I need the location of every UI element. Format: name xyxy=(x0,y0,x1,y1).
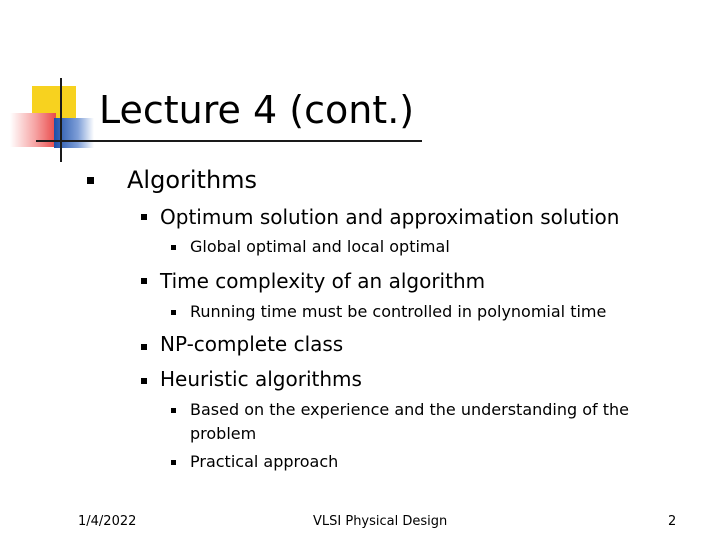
vertical-rule xyxy=(60,78,62,162)
bullet-marker xyxy=(141,378,147,384)
bullet-marker xyxy=(171,245,176,250)
bullet-marker xyxy=(141,344,147,350)
bullet-time-complexity: Time complexity of an algorithm xyxy=(160,269,486,293)
bullet-marker xyxy=(87,177,94,184)
bullet-optimum-solution: Optimum solution and approximation solution xyxy=(160,205,620,229)
bullet-running-time: Running time must be controlled in polynomial time xyxy=(190,302,607,321)
footer-course: VLSI Physical Design xyxy=(313,514,448,529)
bullet-marker xyxy=(171,408,176,413)
bullet-practical-approach: Practical approach xyxy=(190,452,339,471)
bullet-marker xyxy=(141,278,147,284)
slide-title: Lecture 4 (cont.) xyxy=(99,88,415,132)
footer-date: 1/4/2022 xyxy=(78,514,137,529)
bullet-marker xyxy=(171,310,176,315)
bullet-marker xyxy=(141,214,147,220)
bullet-marker xyxy=(171,460,176,465)
bullet-global-local-optimal: Global optimal and local optimal xyxy=(190,237,450,256)
bullet-np-complete: NP-complete class xyxy=(160,332,344,356)
bullet-experience: Based on the experience and the understanding of the problem xyxy=(190,400,630,443)
bullet-algorithms: Algorithms xyxy=(127,166,258,194)
bullet-heuristic: Heuristic algorithms xyxy=(160,367,362,391)
footer-page-number: 2 xyxy=(668,514,677,529)
title-underline xyxy=(36,140,422,142)
